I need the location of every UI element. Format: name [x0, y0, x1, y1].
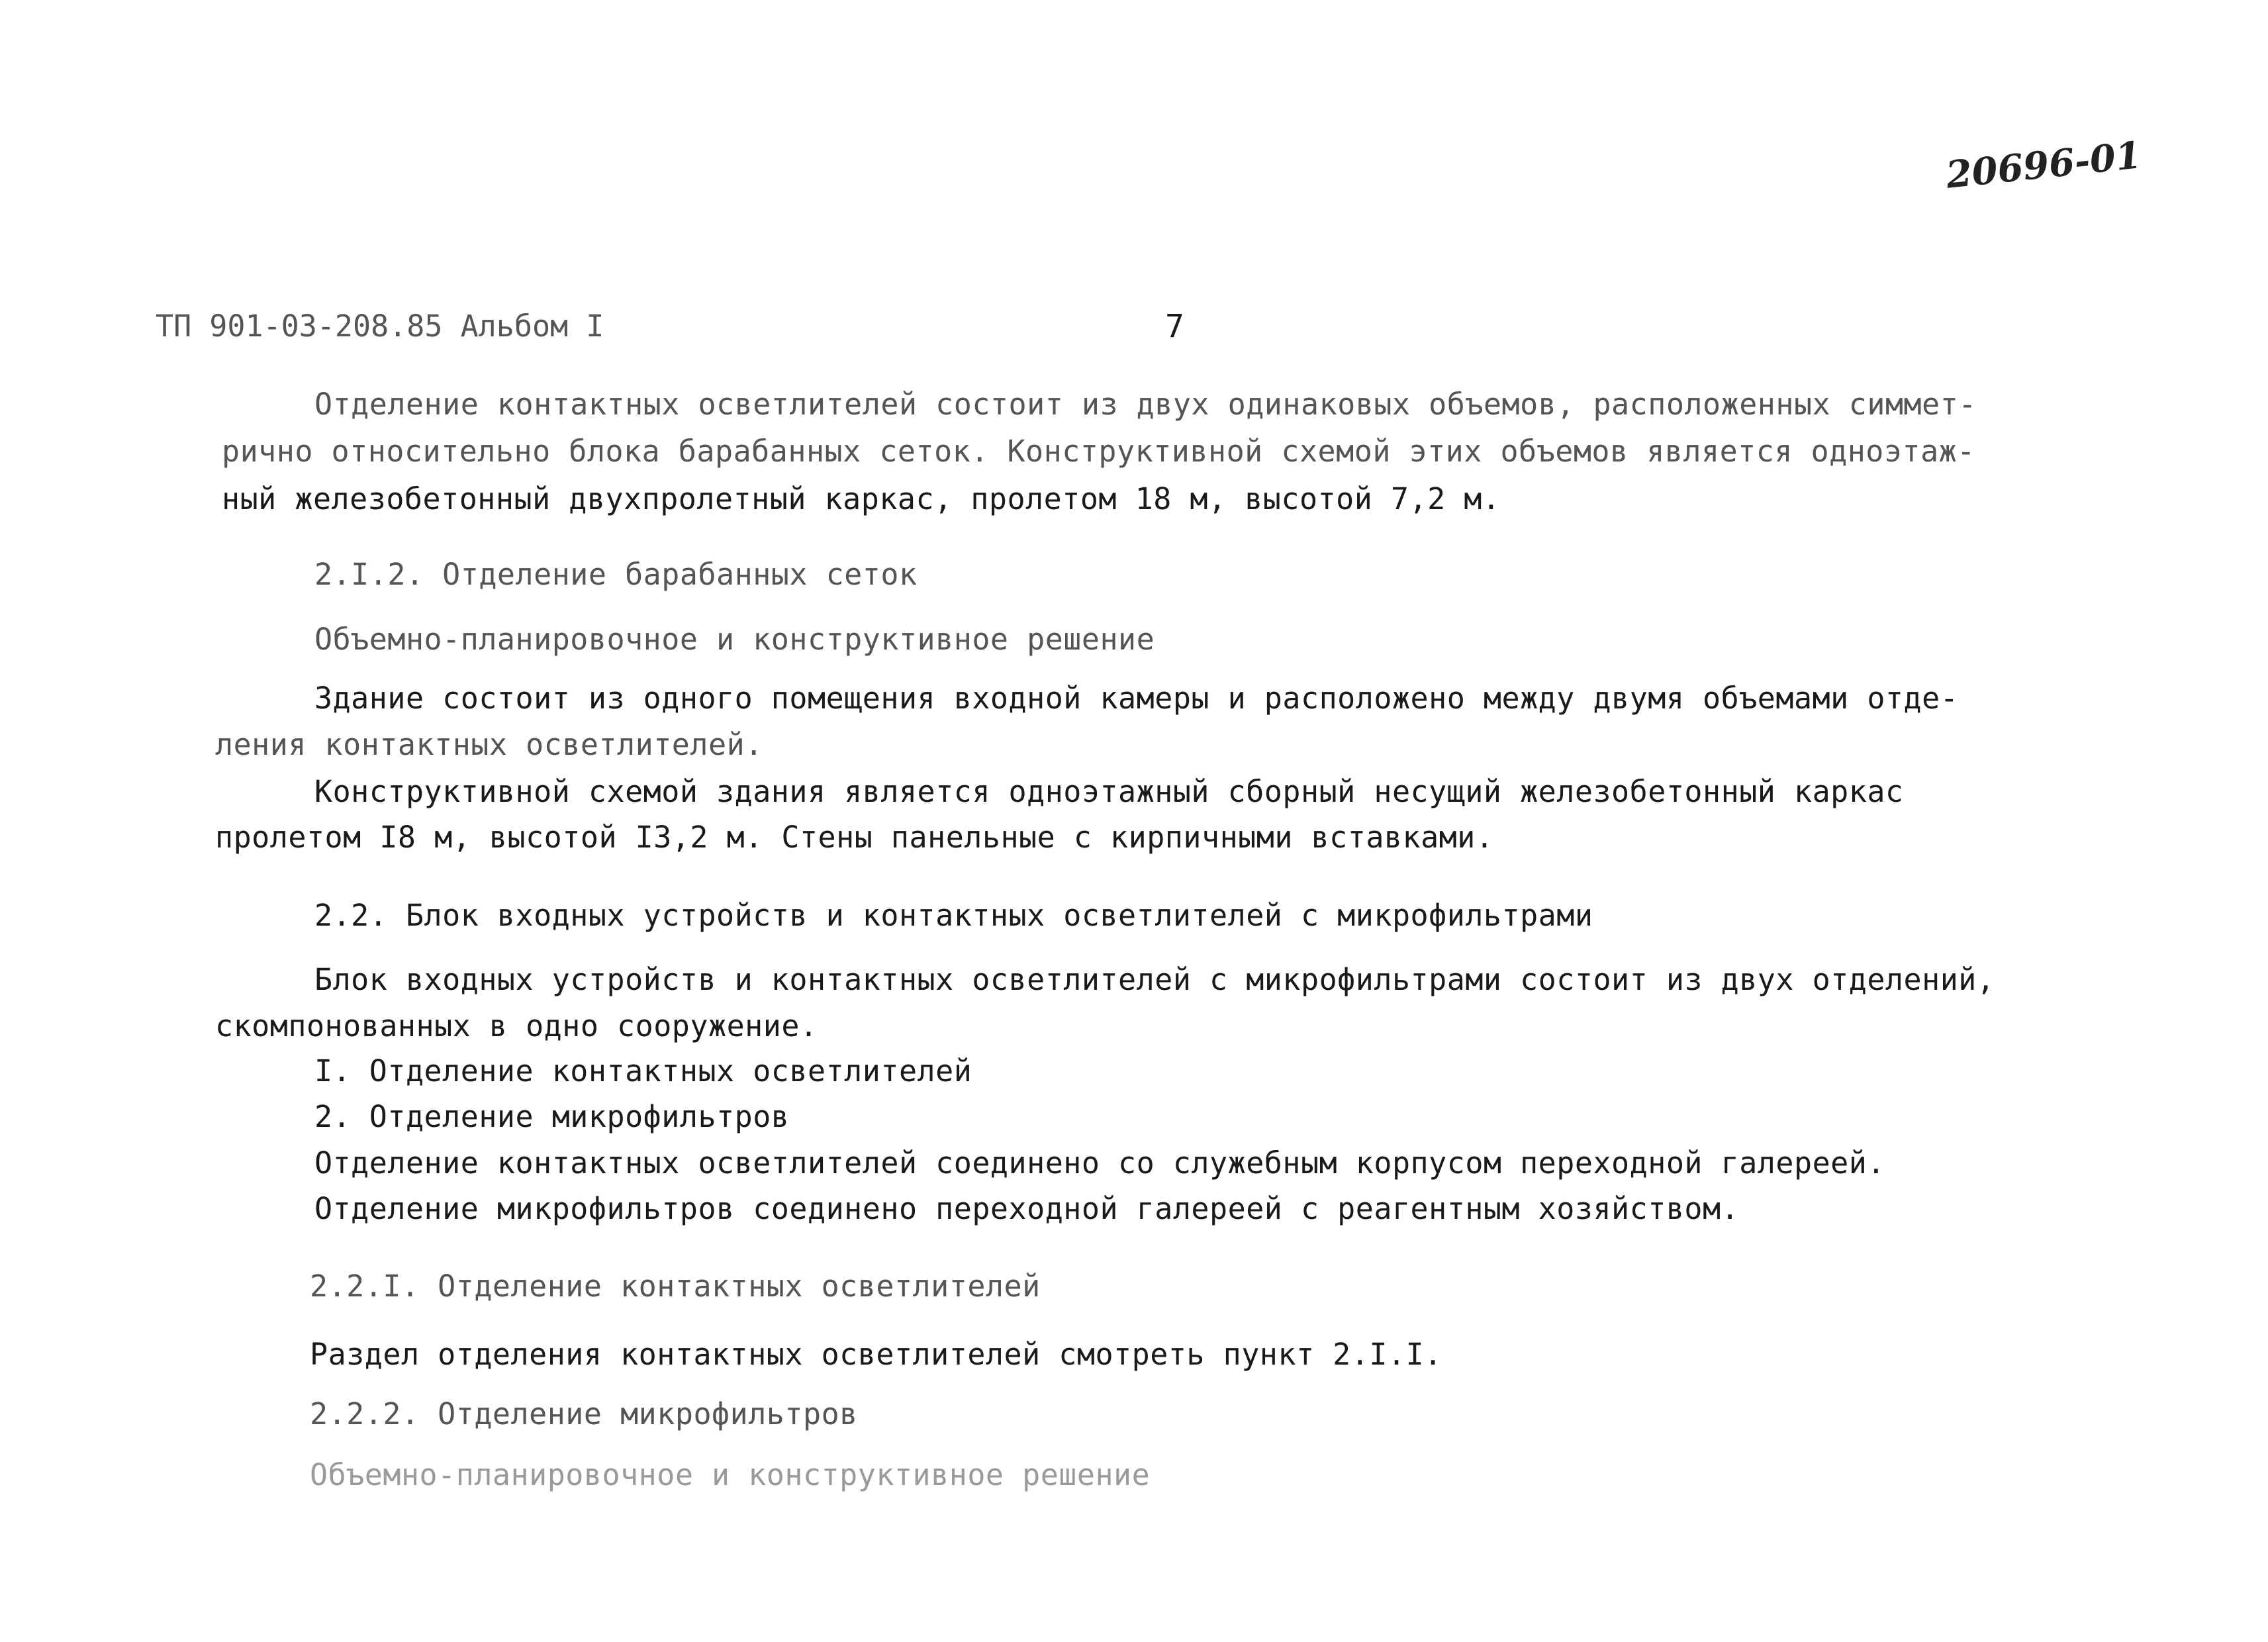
list-item: 2. Отделение микрофильтров — [314, 1099, 790, 1134]
paragraph-line: ный железобетонный двухпролетный каркас, пролетом 18 м, высотой 7,2 м. — [222, 481, 1501, 516]
paragraph-line: Отделение контактных осветлителей состоит из двух одинаковых объемов, расположенных симмет- — [314, 387, 1977, 422]
paragraph-line: пролетом I8 м, высотой I3,2 м. Стены панельные с кирпичными вставками. — [215, 820, 1494, 855]
handwritten-number: 20696-01 — [1944, 133, 2144, 197]
section-heading: 2.2. Блок входных устройств и контактных осветлителей с микрофильтрами — [314, 898, 1593, 933]
page-number: 7 — [1165, 308, 1184, 345]
paragraph-line: Здание состоит из одного помещения входной камеры и расположено между двумя объемами отде- — [314, 681, 1959, 716]
subheading: Объемно-планировочное и конструктивное решение — [314, 622, 1155, 657]
paragraph-line: Блок входных устройств и контактных осветлителей с микрофильтрами состоит из двух отделений, — [314, 962, 1995, 997]
section-heading: 2.2.I. Отделение контактных осветлителей — [310, 1269, 1041, 1304]
section-heading: 2.2.2. Отделение микрофильтров — [310, 1396, 858, 1431]
paragraph-line: Раздел отделения контактных осветлителей смотреть пункт 2.I.I. — [310, 1337, 1442, 1372]
paragraph-line: Отделение микрофильтров соединено переходной галереей с реагентным хозяйством. — [314, 1191, 1740, 1226]
section-heading: 2.I.2. Отделение барабанных сеток — [314, 557, 918, 592]
list-item: I. Отделение контактных осветлителей — [314, 1053, 972, 1088]
document-code: ТП 901-03-208.85 Альбом I — [156, 309, 604, 344]
paragraph-line: рично относительно блока барабанных сеток. Конструктивной схемой этих объемов является одноэтаж- — [222, 434, 1975, 469]
subheading: Объемно-планировочное и конструктивное решение — [310, 1457, 1151, 1492]
paragraph-line: Отделение контактных осветлителей соединено со служебным корпусом переходной галереей. — [314, 1145, 1885, 1181]
paragraph-line: ления контактных осветлителей. — [215, 727, 763, 762]
paragraph-line: скомпонованных в одно сооружение. — [215, 1008, 818, 1043]
paragraph-line: Конструктивной схемой здания является одноэтажный сборный несущий железобетонный каркас — [314, 774, 1904, 809]
